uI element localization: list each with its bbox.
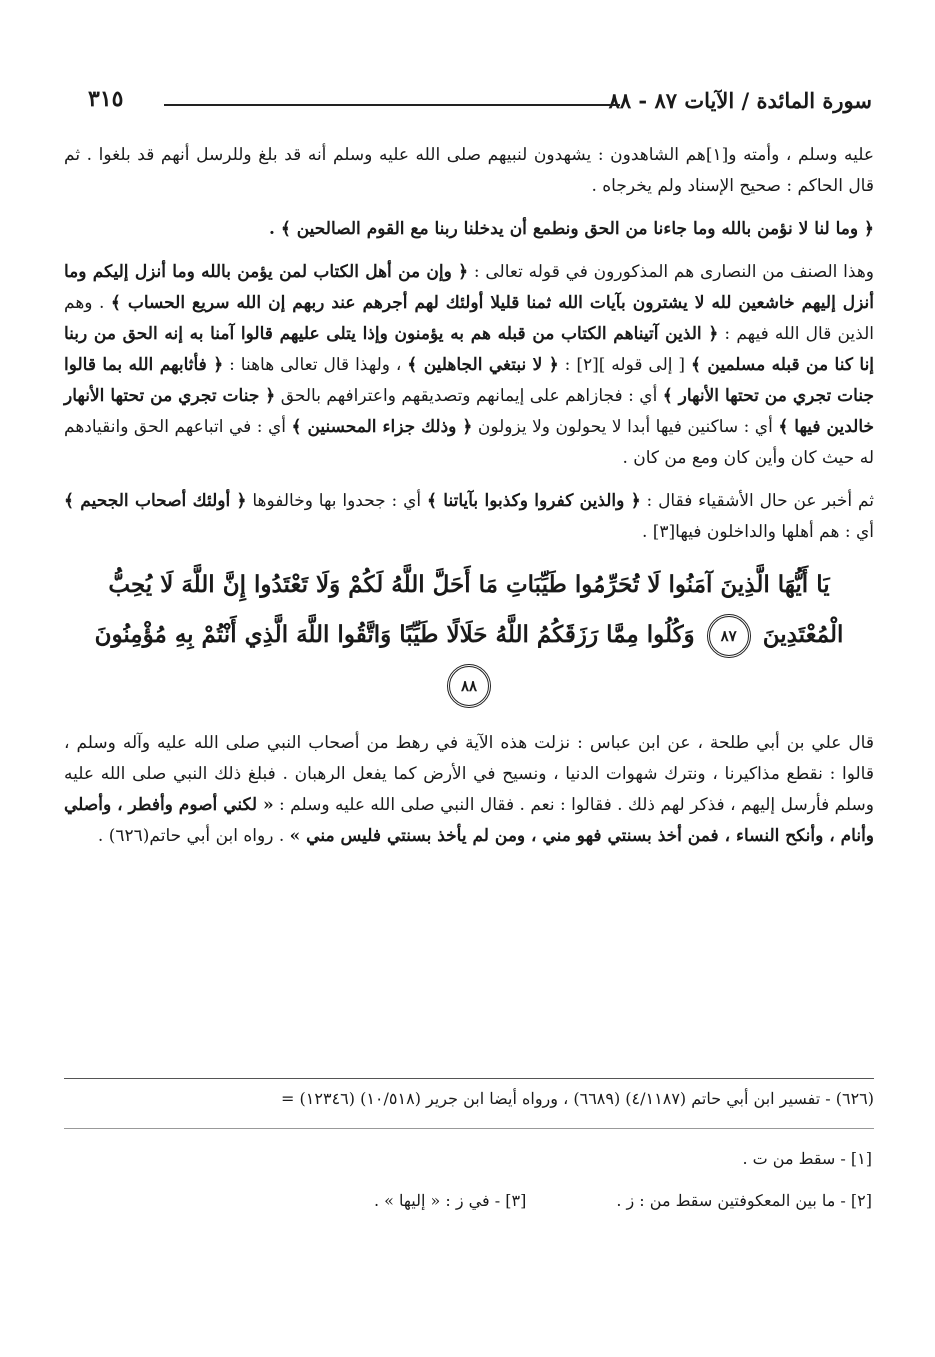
text-span: ، ولهذا قال تعالى هاهنا :	[223, 355, 408, 375]
text-span: أي : في اتباعهم الحق وانقيادهم له حيث كان وأين كان ومع من كان .	[64, 417, 874, 468]
text-span: وهذا الصنف من النصارى هم المذكورون في قوله تعالى :	[468, 262, 874, 282]
footnote-divider	[64, 1128, 874, 1129]
text-span: [ إلى قوله ][٢] :	[558, 355, 691, 375]
footnote-row	[200, 1180, 872, 1222]
text-span: . وهم الذين قال الله فيهم :	[64, 293, 874, 344]
verse-paragraph: ﴿ وما لنا لا نؤمن بالله وما جاءنا من الحق ونطمع أن يدخلنا ربنا مع القوم الصالحين ﴾ .	[269, 219, 874, 239]
quran-text: الْمُعْتَدِينَ	[762, 621, 844, 648]
text-span: . رواه ابن أبي حاتم(٦٢٦) .	[97, 826, 290, 846]
footnote-626: (٦٢٦) - تفسير ابن أبي حاتم (٤/١١٨٧) (٦٦٨٩) ، ورواه أيضا ابن جرير (١٠/٥١٨) (١٢٣٤٦) =	[64, 1078, 874, 1111]
verse-quote: ﴿ لا نبتغي الجاهلين ﴾	[407, 355, 559, 375]
verse-quote: ﴿ أولئك أصحاب الجحيم ﴾	[64, 491, 247, 511]
ayah-number-marker: ٨٨	[447, 664, 491, 708]
quran-text: وَكُلُوا مِمَّا رَزَقَكُمُ اللَّهُ حَلَالًا طَيِّبًا وَاتَّقُوا اللَّهَ الَّذِي أَنْتُمْ بِهِ مُؤْمِنُونَ	[94, 621, 695, 648]
text-span: أي : فجازاهم على إيمانهم وتصديقهم واعترافهم بالحق	[275, 386, 663, 406]
main-text	[64, 140, 874, 864]
footnote-2: [٢] - ما بين المعكوفتين سقط من : ز .	[616, 1191, 872, 1210]
verse-quote: ﴿ فأثابهم الله بما قالوا جنات تجري من تحتها الأنهار ﴾	[64, 355, 874, 406]
verse-quote: ﴿ والذين كفروا وكذبوا بآياتنا ﴾	[426, 491, 641, 511]
page-number: ٣١٥	[88, 86, 124, 112]
paragraph-3	[64, 257, 874, 474]
quran-line-3	[64, 660, 874, 710]
text-span: أي : جحدوا بها وخالفوها	[246, 491, 427, 511]
quran-verse-block	[64, 560, 874, 710]
paragraph-4	[64, 486, 874, 548]
page-header	[60, 82, 872, 116]
surah-title: سورة المائدة / الآيات ٨٧ - ٨٨	[608, 88, 872, 113]
footnote-1: [١] - سقط من ت .	[742, 1149, 872, 1168]
verse-quote: ﴿ وإن من أهل الكتاب لمن يؤمن بالله وما أنزل إليكم وما أنزل إليهم خاشعين لله لا يشترون بآيات الله ثمنا قليلا أولئك لهم أجرهم عند ربهم إن الله سريع الحساب ﴾	[64, 262, 874, 313]
footnote-row	[200, 1138, 872, 1180]
quran-line-1: يَا أَيُّهَا الَّذِينَ آمَنُوا لَا تُحَرِّمُوا طَيِّبَاتِ مَا أَحَلَّ اللَّهُ لَكُمْ وَلَا تَعْتَدُوا إِنَّ اللَّهَ لَا يُحِبُّ	[108, 571, 830, 598]
verse-quote: ﴿ وذلك جزاء المحسنين ﴾	[291, 417, 473, 437]
header-rule	[164, 104, 620, 106]
text-span: أي : ساكنين فيها أبدا لا يحولون ولا يزولون	[472, 417, 779, 437]
verse-quote: ﴿ الذين آتيناهم الكتاب من قبله هم به يؤمنون وإذا يتلى عليهم قالوا آمنا به إنه الحق من ربنا إنا كنا من قبله مسلمين ﴾	[64, 324, 875, 375]
text-span: ثم أخبر عن حال الأشقياء فقال :	[640, 491, 874, 511]
paragraph-5	[64, 728, 874, 852]
footnotes-list	[200, 1138, 872, 1222]
verse-quote: ﴿ جنات تجري من تحتها الأنهار خالدين فيها ﴾	[64, 386, 875, 437]
paragraph-1: عليه وسلم ، وأمته و[١]هم الشاهدون : يشهدون لنبيهم صلى الله عليه وسلم أنه قد بلغ وللرسل أنهم قد بلغوا . ثم قال الحاكم : صحيح الإسناد ولم يخرجاه .	[64, 145, 875, 196]
hadith-quote: « لكني أصوم وأفطر ، وأصلي وأنام ، وأنكح النساء ، فمن أخذ بسنتي فهو مني ، ومن لم يأخذ بسنتي فليس مني »	[64, 795, 874, 846]
ayah-number-marker: ٨٧	[707, 614, 751, 658]
quran-line-2	[64, 610, 874, 660]
text-span: أي : هم أهلها والداخلون فيها[٣] .	[641, 522, 874, 542]
footnote-3: [٣] - في ز : « إليها » .	[373, 1191, 527, 1210]
text-span: قال علي بن أبي طلحة ، عن ابن عباس : نزلت هذه الآية في رهط من أصحاب النبي صلى الله عليه وآله وسلم ، قالوا : نقطع مذاكيرنا ، ونترك شهوات الدنيا ، ونسيح في الأرض كما يفعل الرهبان . فبلغ ذلك النبي صلى الله عليه وسلم فأرسل إليهم ، فذكر لهم ذلك . فقالوا : نعم . فقال النبي صلى الله عليه وسلم :	[64, 733, 875, 815]
